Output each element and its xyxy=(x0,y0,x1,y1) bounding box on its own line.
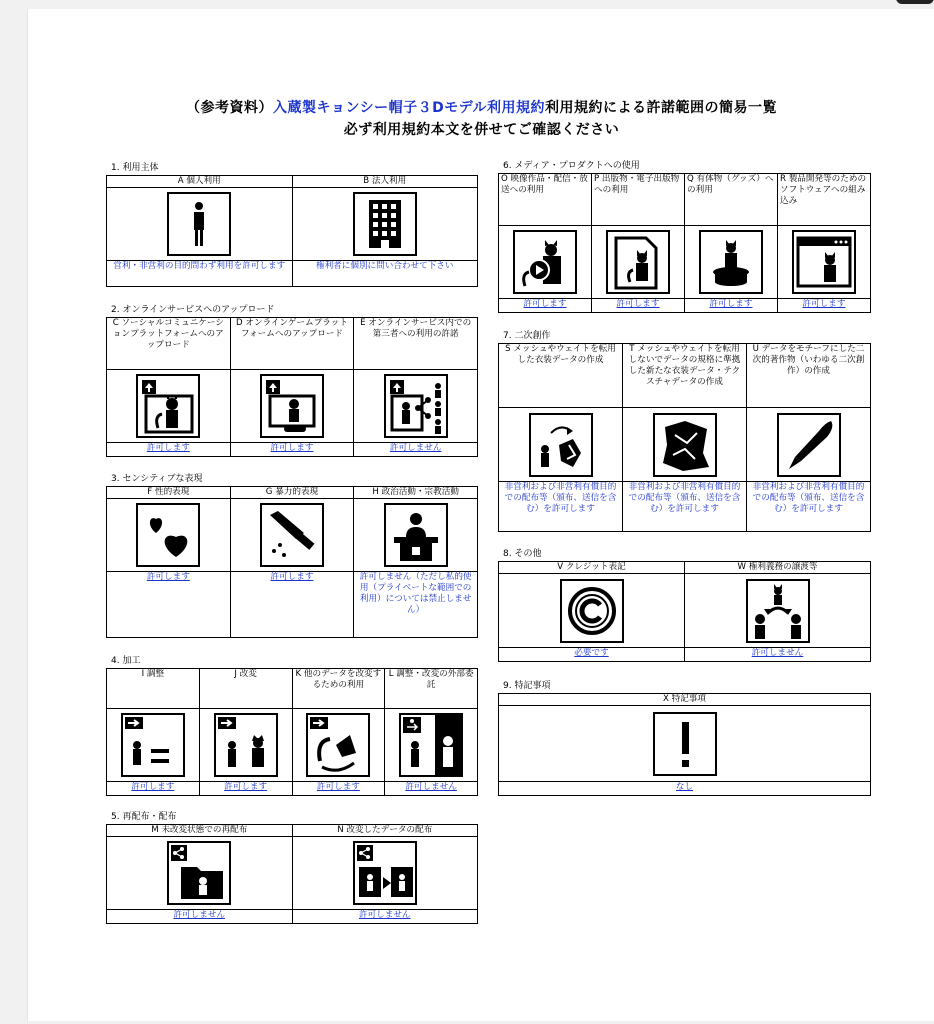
item-status-c: 許可します xyxy=(107,443,231,457)
item-status-s: 非営利および非営利有償目的での配布等（頒布、送信を含む）を許可します xyxy=(499,482,623,532)
item-label-a: A 個人利用 xyxy=(107,176,293,188)
item-label-w: W 権利義務の譲渡等 xyxy=(685,562,871,574)
item-icon-cell xyxy=(107,370,231,443)
mesh-reuse-icon xyxy=(529,413,593,477)
item-label-s: S メッシュやウェイトを転用した衣装データの作成 xyxy=(499,344,623,408)
item-status-t: 非営利および非営利有償目的での配布等（頒布、送信を含む）を許可します xyxy=(623,482,747,532)
viewer-tab[interactable] xyxy=(896,0,934,4)
item-label-p: P 出版物・電子出版物への利用 xyxy=(592,174,685,226)
item-status-v: 必要です xyxy=(499,648,685,662)
knife-icon xyxy=(260,503,324,567)
item-icon-cell xyxy=(107,709,200,782)
distribute-modified-icon xyxy=(353,841,417,905)
item-icon-cell xyxy=(499,574,685,648)
section-3 xyxy=(106,473,478,638)
item-icon-cell xyxy=(354,370,478,443)
item-icon-cell xyxy=(107,499,231,572)
page-title xyxy=(28,97,934,117)
item-label-o: O 映像作品・配信・放送への利用 xyxy=(499,174,592,226)
item-status-k: 許可します xyxy=(292,782,385,796)
item-label-q: Q 有体物（グッズ）への利用 xyxy=(685,174,778,226)
exclamation-icon xyxy=(653,712,717,776)
pen-icon xyxy=(777,413,841,477)
item-icon-cell xyxy=(685,226,778,299)
item-label-r: R 製品開発等のためのソフトウェアへの組み込み xyxy=(778,174,871,226)
item-status-r: 許可します xyxy=(778,299,871,313)
section-title: 4. 加工 xyxy=(111,656,141,666)
transfer-icon xyxy=(746,579,810,643)
section-9 xyxy=(498,680,871,796)
permission-table xyxy=(106,824,478,924)
permission-table xyxy=(498,561,871,662)
outsource-icon xyxy=(399,713,463,777)
section-title: 9. 特記事項 xyxy=(503,681,551,691)
section-8 xyxy=(498,548,871,662)
permission-table xyxy=(498,343,871,532)
item-label-n: N 改変したデータの配布 xyxy=(292,825,478,837)
item-label-i: I 調整 xyxy=(107,669,200,709)
item-label-m: M 未改変状態での再配布 xyxy=(107,825,293,837)
title-link[interactable]: 入蔵製キョンシー帽子３Dモデル利用規約 xyxy=(272,100,546,116)
section-4 xyxy=(106,655,478,796)
item-label-l: L 調整・改変の外部委託 xyxy=(385,669,478,709)
section-title: 5. 再配布・配布 xyxy=(111,812,177,822)
permission-table xyxy=(106,175,478,287)
item-icon-cell xyxy=(354,499,478,572)
item-icon-cell xyxy=(499,408,623,482)
item-status-h: 許可しません（ただし私的使用（プライベートな範囲での利用）については禁止しません） xyxy=(354,572,478,638)
item-icon-cell xyxy=(199,709,292,782)
game-upload-icon xyxy=(260,374,324,438)
item-status-p: 許可します xyxy=(592,299,685,313)
section-title: 6. メディア・プロダクトへの使用 xyxy=(503,161,640,171)
permission-table xyxy=(498,173,871,313)
person-icon xyxy=(167,192,231,256)
item-status-u: 非営利および非営利有償目的での配布等（頒布、送信を含む）を許可します xyxy=(747,482,871,532)
item-status-e: 許可しません xyxy=(354,443,478,457)
social-upload-icon xyxy=(136,374,200,438)
section-7 xyxy=(498,330,871,532)
item-icon-cell xyxy=(292,188,478,261)
redistribute-icon xyxy=(167,841,231,905)
item-label-f: F 性的表現 xyxy=(107,487,231,499)
item-icon-cell xyxy=(747,408,871,482)
permission-table xyxy=(106,486,478,638)
section-5 xyxy=(106,811,478,924)
software-icon xyxy=(792,230,856,294)
item-status-b: 権利者に個別に問い合わせて下さい xyxy=(292,261,478,287)
item-label-u: U データをモチーフにした二次的著作物（いわゆる二次創作）の作成 xyxy=(747,344,871,408)
item-icon-cell xyxy=(107,837,293,910)
title-prefix: （参考資料） xyxy=(185,100,273,116)
section-title: 7. 二次創作 xyxy=(503,331,551,341)
item-status-g: 許可します xyxy=(230,572,354,638)
item-icon-cell xyxy=(499,226,592,299)
item-status-o: 許可します xyxy=(499,299,592,313)
item-status-q: 許可します xyxy=(685,299,778,313)
item-status-n: 許可しません xyxy=(292,910,478,924)
item-label-e: E オンラインサービス内での第三者への利用の許諾 xyxy=(354,318,478,370)
item-status-f: 許可します xyxy=(107,572,231,638)
modify-icon xyxy=(214,713,278,777)
item-icon-cell xyxy=(623,408,747,482)
item-icon-cell xyxy=(107,188,293,261)
section-2 xyxy=(106,304,478,457)
viewer-topbar xyxy=(0,0,934,8)
goods-icon xyxy=(699,230,763,294)
item-icon-cell xyxy=(230,499,354,572)
hearts-icon xyxy=(136,503,200,567)
item-status-w: 許可しません xyxy=(685,648,871,662)
item-status-x: なし xyxy=(499,782,871,796)
item-status-j: 許可します xyxy=(199,782,292,796)
item-label-t: T メッシュやウェイトを転用しないでデータの規格に準拠した新たな衣装データ・テクスチャデータの作成 xyxy=(623,344,747,408)
item-icon-cell xyxy=(292,709,385,782)
permission-table xyxy=(498,693,871,796)
item-status-i: 許可します xyxy=(107,782,200,796)
permission-table xyxy=(106,668,478,796)
section-title: 8. その他 xyxy=(503,549,542,559)
item-label-h: H 政治活動・宗教活動 xyxy=(354,487,478,499)
item-icon-cell xyxy=(499,706,871,782)
item-label-g: G 暴力的表現 xyxy=(230,487,354,499)
item-icon-cell xyxy=(292,837,478,910)
title-suffix: 利用規約による許諾範囲の簡易一覧 xyxy=(545,100,778,116)
item-icon-cell xyxy=(230,370,354,443)
item-icon-cell xyxy=(685,574,871,648)
item-status-d: 許可します xyxy=(230,443,354,457)
use-for-other-icon xyxy=(306,713,370,777)
item-label-x: X 特記事項 xyxy=(499,694,871,706)
building-icon xyxy=(353,192,417,256)
item-label-b: B 法人利用 xyxy=(292,176,478,188)
item-status-m: 許可しません xyxy=(107,910,293,924)
document-page xyxy=(27,9,934,1021)
share-third-party-icon xyxy=(384,374,448,438)
item-label-d: D オンラインゲームプラットフォームへのアップロード xyxy=(230,318,354,370)
page-subtitle: 必ず利用規約本文を併せてご確認ください xyxy=(343,122,620,138)
item-label-j: J 改変 xyxy=(199,669,292,709)
item-status-l: 許可しません xyxy=(385,782,478,796)
video-icon xyxy=(513,230,577,294)
copyright-icon xyxy=(560,579,624,643)
section-1 xyxy=(106,162,478,287)
adjust-icon xyxy=(121,713,185,777)
item-label-v: V クレジット表記 xyxy=(499,562,685,574)
section-title: 1. 利用主体 xyxy=(111,163,159,173)
new-outfit-icon xyxy=(653,413,717,477)
section-title: 2. オンラインサービスへのアップロード xyxy=(111,305,275,315)
item-icon-cell xyxy=(778,226,871,299)
publication-icon xyxy=(606,230,670,294)
item-icon-cell xyxy=(592,226,685,299)
section-title: 3. センシティブな表現 xyxy=(111,474,203,484)
item-label-k: K 他のデータを改変するための利用 xyxy=(292,669,385,709)
item-label-c: C ソーシャルコミュニケーションプラットフォームへのアップロード xyxy=(107,318,231,370)
permission-table xyxy=(106,317,478,457)
item-icon-cell xyxy=(385,709,478,782)
item-status-a: 営利・非営利の目的問わず利用を許可します xyxy=(107,261,293,287)
podium-icon xyxy=(384,503,448,567)
section-6 xyxy=(498,160,871,313)
